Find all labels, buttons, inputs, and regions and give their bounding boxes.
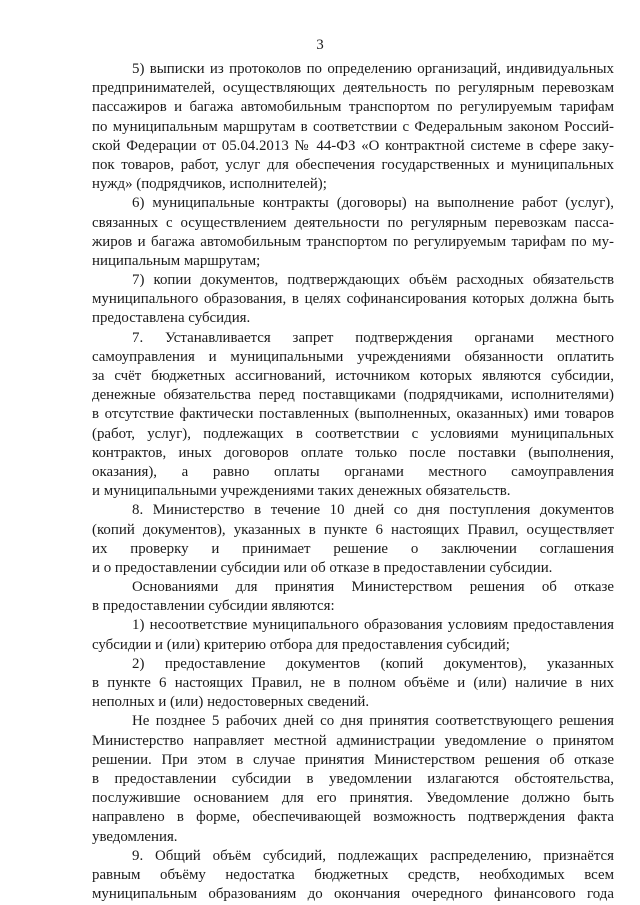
text-line: контрактов, иных договоров оплате только после поставки (выполнения,	[92, 444, 614, 461]
text-line: 9. Общий объём субсидий, подлежащих распределению, признаётся	[132, 847, 614, 864]
text-line: неполных и (или) недостоверных сведений.	[92, 694, 370, 711]
text-line: в отсутствие фактически поставленных (выполненных, оказанных) ими товаров	[92, 406, 614, 423]
text-line: их проверку и принимает решение о заключении соглашения	[92, 540, 614, 557]
document-body	[92, 60, 614, 904]
text-line: 1) несоответствие муниципального образования условиям предоставления	[132, 617, 614, 634]
text-line: 8. Министерство в течение 10 дней со дня поступления документов	[132, 502, 614, 519]
text-line: денежные обязательства перед поставщиками (подрядчиками, исполнителями)	[92, 387, 614, 404]
text-line: связанных с осуществлением деятельности по регулярным перевозкам пасса-	[92, 214, 614, 231]
text-line: 7) копии документов, подтверждающих объём расходных обязательств	[132, 272, 614, 289]
text-line: нужд» (подрядчиков, исполнителей);	[92, 176, 327, 193]
text-line: жиров и багажа автомобильным транспортом по регулируемым тарифам по му-	[92, 233, 614, 250]
text-line: направлено в форме, обеспечивающей возможность подтверждения факта	[92, 809, 614, 826]
text-line: ниципальным маршрутам;	[92, 252, 261, 269]
text-line: предпринимателей, осуществляющих деятельность по регулярным перевозкам	[92, 80, 614, 97]
text-line: послужившие основанием для его принятия. Уведомление должно быть	[92, 790, 614, 807]
text-line: 6) муниципальные контракты (договоры) на выполнение работ (услуг),	[132, 195, 614, 212]
text-line: муниципального образования, в целях софинансирования которых должна быть	[92, 291, 614, 308]
text-line: Не позднее 5 рабочих дней со дня принятия соответствующего решения	[132, 713, 614, 730]
text-line: равным объёму недостатка бюджетных средств, необходимых всем	[92, 866, 614, 883]
text-line: за счёт бюджетных ассигнований, источником которых являются субсидии,	[92, 368, 614, 384]
text-line: (работ, услуг), подлежащих в соответствии с условиями муниципальных	[92, 425, 614, 442]
text-line: 7. Устанавливается запрет подтверждения органами местного	[132, 329, 614, 346]
text-line: Министерство направляет местной администрации уведомление о принятом	[92, 732, 614, 749]
text-line: в пункте 6 настоящих Правил, не в полном объёме и (или) наличие в них	[92, 675, 614, 691]
text-line: и муниципальными учреждениями таких денежных обязательств.	[92, 483, 511, 500]
text-line: Основаниями для принятия Министерством решения об отказе	[132, 579, 614, 596]
text-line: оказания), а равно оплаты органами местного самоуправления	[92, 463, 614, 480]
text-line: в предоставлении субсидии в уведомлении излагаются обстоятельства,	[92, 770, 614, 787]
text-line: муниципальным образованиям до окончания очередного финансового года	[92, 886, 614, 903]
text-line: ской Федерации от 05.04.2013 № 44-ФЗ «О контрактной системе в сфере заку-	[92, 137, 614, 154]
text-line: в предоставлении субсидии являются:	[92, 598, 335, 615]
text-line: по муниципальным маршрутам в соответствии с Федеральным законом Россий-	[92, 118, 614, 135]
text-line: (копий документов), указанных в пункте 6 настоящих Правил, осуществляет	[92, 521, 614, 538]
text-line: 5) выписки из протоколов по определению организаций, индивидуальных	[132, 61, 614, 77]
text-line: и о предоставлении субсидии или об отказе в предоставлении субсидии.	[92, 559, 553, 576]
text-line: субсидии и (или) критерию отбора для предоставления субсидий;	[92, 636, 510, 653]
text-line: решении. При этом в случае принятия Министерством решения об отказе	[92, 751, 614, 768]
text-line: пок товаров, работ, услуг для обеспечения государственных и муниципальных	[92, 156, 614, 173]
page-number: 3	[316, 37, 324, 53]
text-line: уведомления.	[92, 828, 178, 845]
text-line: самоуправления и муниципальными учреждениями обязанности оплатить	[92, 348, 614, 365]
text-line: 2) предоставление документов (копий документов), указанных	[132, 655, 614, 672]
text-line: пассажиров и багажа автомобильным транспортом по регулируемым тарифам	[92, 99, 614, 116]
text-line: предоставлена субсидия.	[92, 310, 251, 327]
